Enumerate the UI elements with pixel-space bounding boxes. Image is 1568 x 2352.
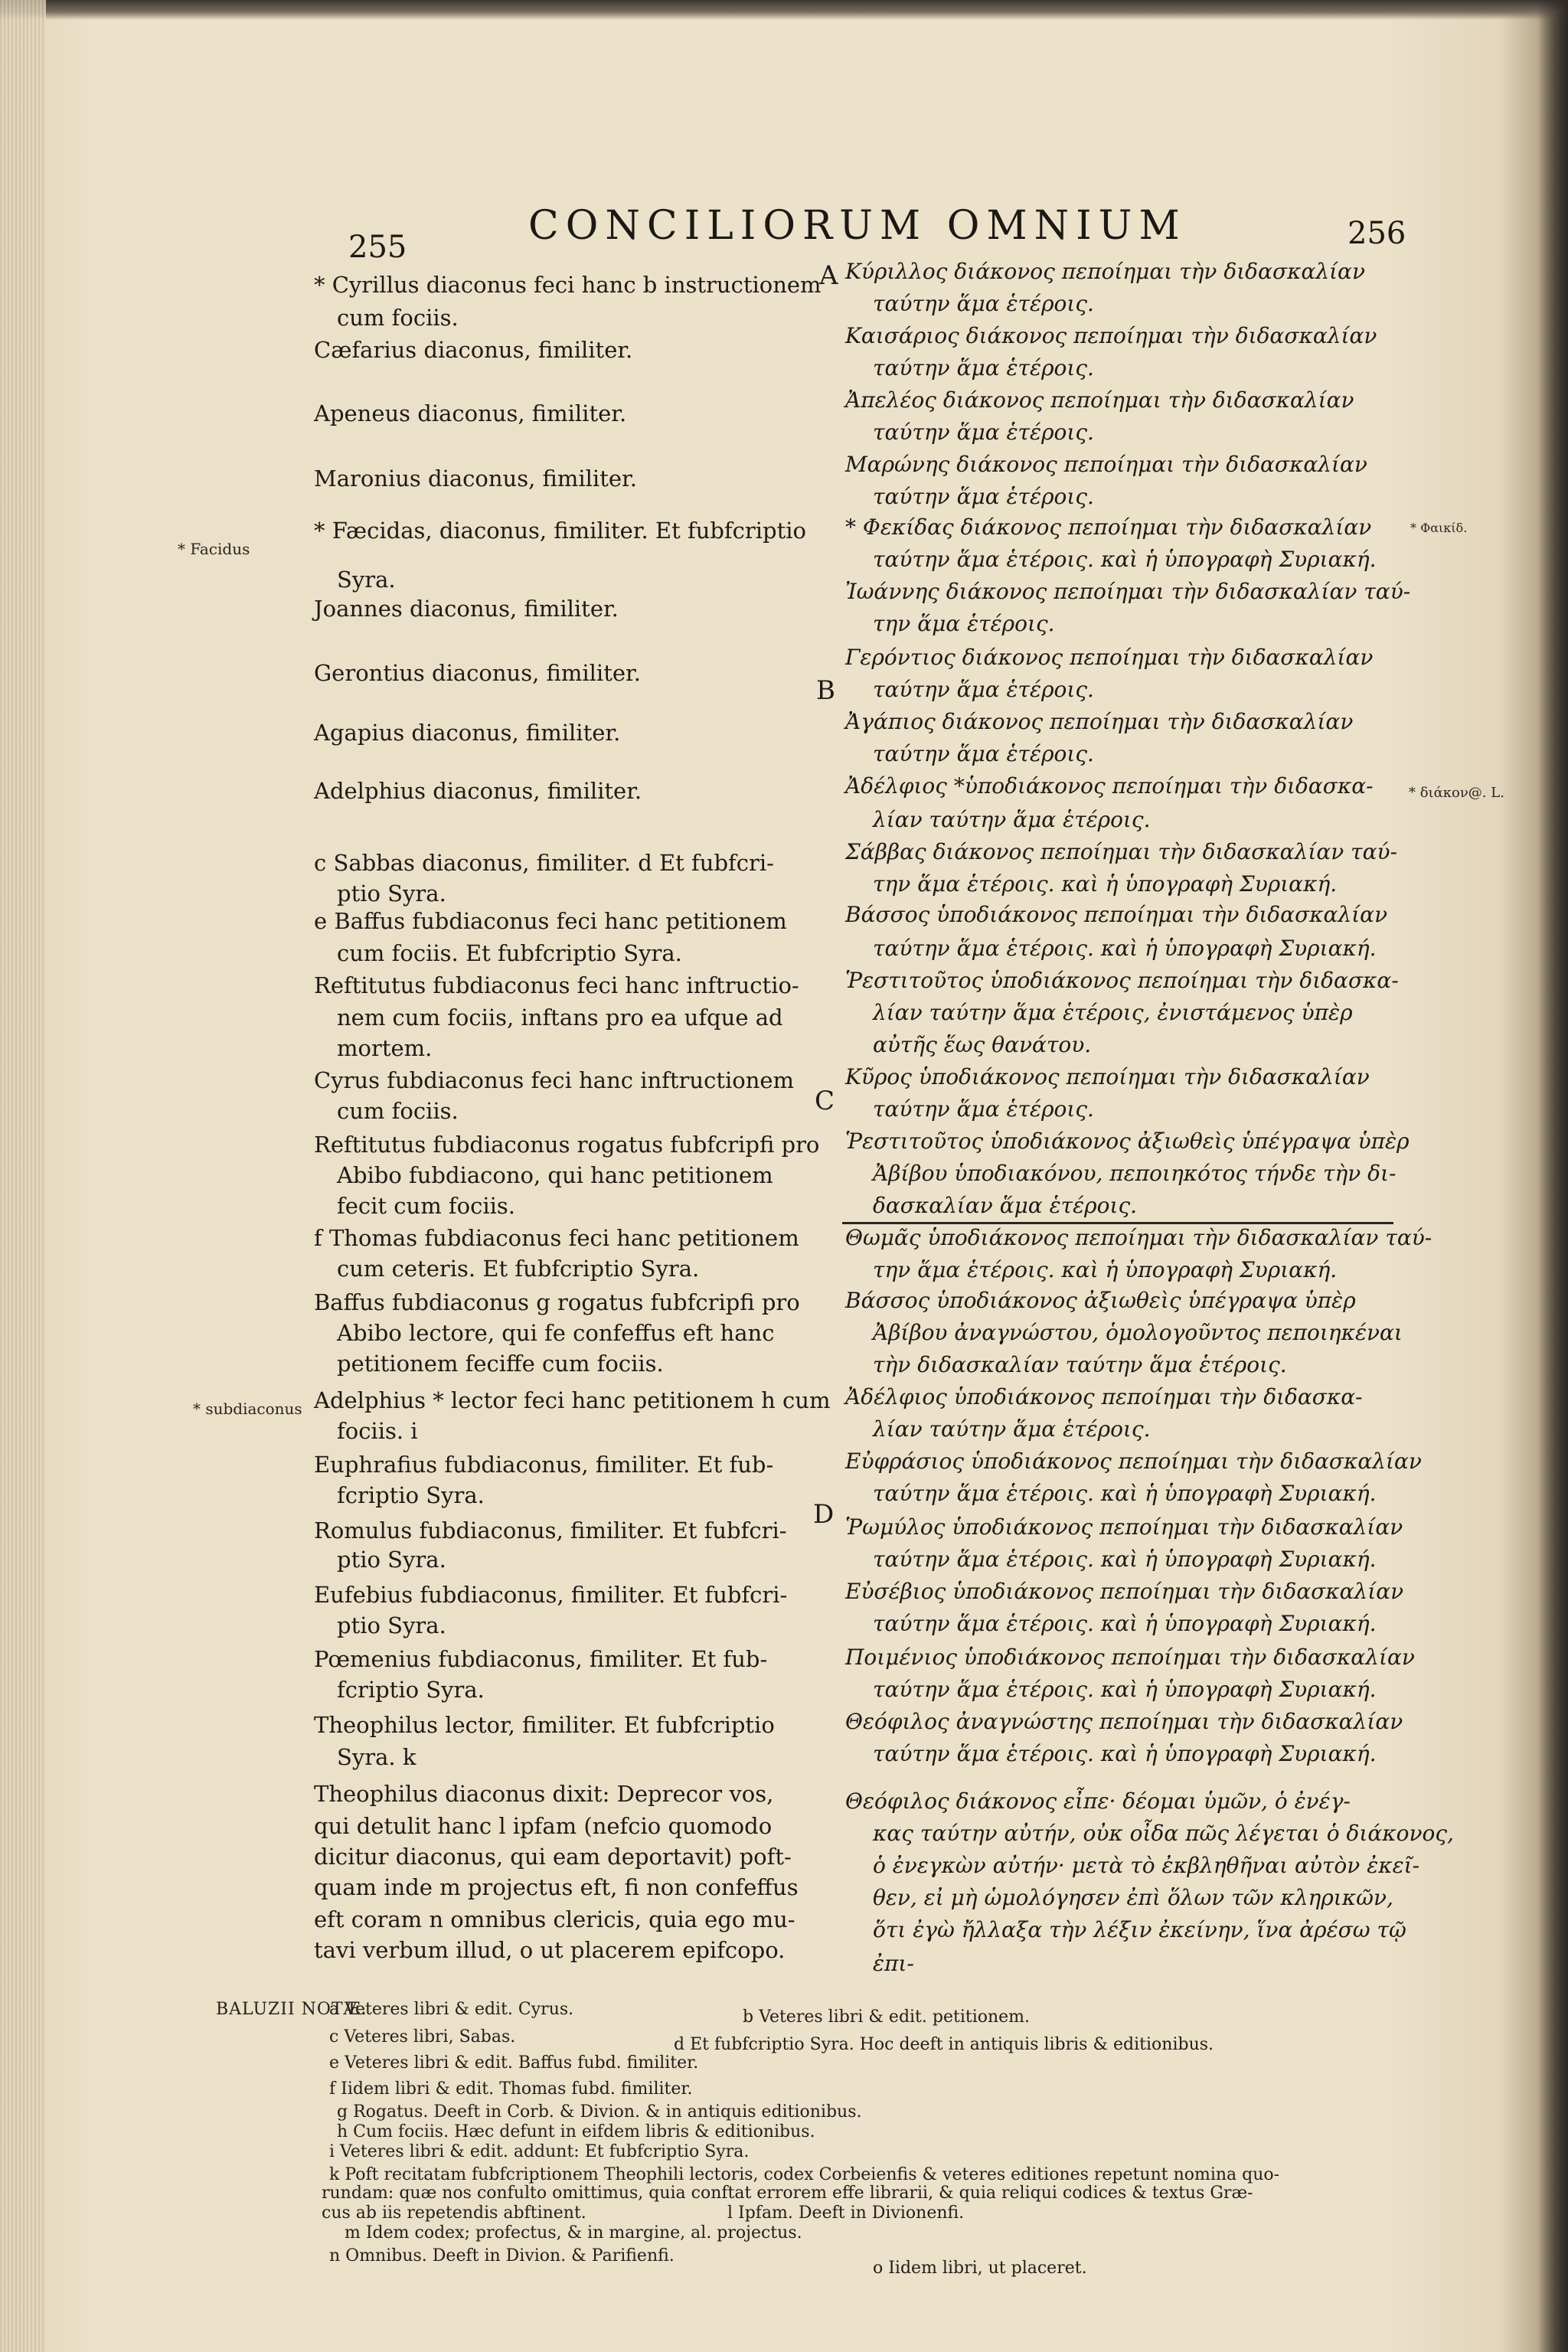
greek-line: ταύτην ἅμα ἑτέροις. καὶ ἡ ὑπογραφὴ Συριακή. bbox=[873, 1611, 1377, 1636]
latin-line: ptio Syra. bbox=[337, 880, 446, 906]
latin-line: Reftitutus fubdiaconus rogatus fubfcripfi pro bbox=[314, 1132, 820, 1158]
footnote-line: n Omnibus. Deeft in Divion. & Parifienfi. bbox=[329, 2246, 675, 2265]
greek-line: Ποιμένιος ὑποδιάκονος πεποίημαι τὴν διδασκαλίαν bbox=[845, 1645, 1415, 1670]
latin-line: cum fociis. bbox=[337, 1098, 459, 1124]
latin-line: Syra. k bbox=[337, 1744, 416, 1770]
greek-line: ταύτην ἅμα ἑτέροις. καὶ ἡ ὑπογραφὴ Συριακή. bbox=[873, 1481, 1377, 1506]
latin-line: tavi verbum illud, o ut placerem epifcopo. bbox=[314, 1937, 786, 1963]
greek-line: ταύτην ἅμα ἑτέροις. καὶ ἡ ὑπογραφὴ Συριακή. bbox=[873, 1677, 1377, 1702]
greek-line: λίαν ταύτην ἅμα ἑτέροις. bbox=[873, 807, 1151, 832]
footnote-line: o Iidem libri, ut placeret. bbox=[873, 2259, 1087, 2278]
page-edge-shadow bbox=[1537, 0, 1568, 2352]
latin-line: quam inde m projectus eft, fi non confeffus bbox=[314, 1874, 799, 1900]
greek-line: Ἀβίβου ὑποδιακόνου, πεποιηκότος τήνδε τὴν δι- bbox=[873, 1161, 1396, 1186]
latin-line: e Baffus fubdiaconus feci hanc petitionem bbox=[314, 908, 787, 934]
greek-line: ἐπι- bbox=[873, 1951, 914, 1976]
latin-line: Adelphius * lector feci hanc petitionem h cum bbox=[314, 1387, 831, 1413]
latin-line: Syra. bbox=[337, 567, 396, 593]
greek-line: * Φεκίδας διάκονος πεποίημαι τὴν διδασκαλίαν bbox=[845, 514, 1372, 540]
greek-line: Εὐσέβιος ὑποδιάκονος πεποίημαι τὴν διδασκαλίαν bbox=[845, 1579, 1404, 1604]
latin-line: Romulus fubdiaconus, fimiliter. Et fubfcri- bbox=[314, 1517, 787, 1544]
latin-line: Abibo fubdiacono, qui hanc petitionem bbox=[337, 1162, 773, 1188]
latin-line: fociis. i bbox=[337, 1418, 418, 1444]
notes-heading: BALUZII NOTÆ. bbox=[216, 2000, 368, 2019]
page-number-right: 256 bbox=[1348, 216, 1406, 251]
greek-line: θεν, εἰ μὴ ὡμολόγησεν ἐπὶ ὅλων τῶν κληρικῶν, bbox=[873, 1885, 1393, 1910]
latin-line: fcriptio Syra. bbox=[337, 1482, 485, 1508]
greek-line: Γερόντιος διάκονος πεποίημαι τὴν διδασκαλίαν bbox=[845, 645, 1374, 670]
greek-line: κας ταύτην αὐτήν, οὐκ οἶδα πῶς λέγεται ὁ διάκονος, bbox=[873, 1821, 1454, 1846]
latin-line: mortem. bbox=[337, 1035, 433, 1061]
latin-line: nem cum fociis, inftans pro ea ufque ad bbox=[337, 1004, 783, 1031]
footnote-line: g Rogatus. Deeft in Corb. & Divion. & in antiquis editionibus. bbox=[337, 2102, 862, 2122]
footnote-line: i Veteres libri & edit. addunt: Et fubfcriptio Syra. bbox=[329, 2142, 750, 2161]
greek-line: λίαν ταύτην ἅμα ἑτέροις, ἐνιστάμενος ὑπὲρ bbox=[873, 1000, 1353, 1025]
greek-line: Ῥεστιτοῦτος ὑποδιάκονος πεποίημαι τὴν διδασκα- bbox=[845, 968, 1399, 993]
margin-note-diakonos: * διάκον@. L. bbox=[1409, 785, 1504, 801]
greek-line: αὐτῆς ἕως θανάτου. bbox=[873, 1032, 1092, 1057]
latin-line: Reftitutus fubdiaconus feci hanc inftructio- bbox=[314, 972, 799, 998]
greek-line: ὁ ἐνεγκὼν αὐτήν· μετὰ τὸ ἐκβληθῆναι αὐτὸν ἐκεῖ- bbox=[873, 1853, 1420, 1878]
latin-line: ptio Syra. bbox=[337, 1547, 446, 1573]
greek-line: Ἀβίβου ἀναγνώστου, ὁμολογοῦντος πεποιηκέναι bbox=[873, 1320, 1403, 1345]
latin-line: fcriptio Syra. bbox=[337, 1677, 485, 1703]
latin-line: cum ceteris. Et fubfcriptio Syra. bbox=[337, 1256, 700, 1282]
running-title: CONCILIORUM OMNIUM bbox=[528, 203, 1187, 249]
greek-line: Κύριλλος διάκονος πεποίημαι τὴν διδασκαλίαν bbox=[845, 259, 1365, 284]
section-letter-a: A bbox=[819, 260, 838, 291]
latin-line: cum fociis. bbox=[337, 305, 459, 331]
footnote-line: cus ab iis repetendis abftinent. bbox=[322, 2203, 586, 2223]
section-letter-d: D bbox=[813, 1499, 835, 1530]
latin-line: Adelphius diaconus, fimiliter. bbox=[314, 778, 642, 804]
greek-line: ταύτην ἅμα ἑτέροις. bbox=[873, 1096, 1094, 1122]
greek-line: Σάββας διάκονος πεποίημαι τὴν διδασκαλίαν ταύ- bbox=[845, 839, 1398, 864]
greek-line: ταύτην ἅμα ἑτέροις. καὶ ἡ ὑπογραφὴ Συριακή. bbox=[873, 1547, 1377, 1572]
footnote-line: l Ipfam. Deeft in Divionenfi. bbox=[727, 2203, 965, 2223]
greek-line: Κῦρος ὑποδιάκονος πεποίημαι τὴν διδασκαλίαν bbox=[845, 1064, 1370, 1089]
latin-line: * Cyrillus diaconus feci hanc b instructionem bbox=[314, 272, 822, 298]
latin-line: Agapius diaconus, fimiliter. bbox=[314, 720, 621, 746]
greek-line: ταύτην ἅμα ἑτέροις. bbox=[873, 291, 1094, 316]
latin-line: Eufebius fubdiaconus, fimiliter. Et fubfcri- bbox=[314, 1582, 788, 1608]
greek-line: ταύτην ἅμα ἑτέροις. bbox=[873, 484, 1094, 509]
latin-line: Cyrus fubdiaconus feci hanc inftructionem bbox=[314, 1067, 795, 1093]
footnote-line: k Poft recitatam fubfcriptionem Theophili lectoris, codex Corbeienfis & veteres editiones repetunt nomina quo- bbox=[329, 2165, 1280, 2184]
greek-line: ταύτην ἅμα ἑτέροις. καὶ ἡ ὑπογραφὴ Συριακή. bbox=[873, 936, 1377, 961]
section-letter-b: B bbox=[816, 675, 835, 706]
greek-line: Βάσσος ὑποδιάκονος ἀξιωθεὶς ὑπέγραψα ὑπὲρ bbox=[845, 1288, 1356, 1313]
latin-line: Theophilus lector, fimiliter. Et fubfcriptio bbox=[314, 1712, 775, 1738]
greek-line: Ἰωάννης διάκονος πεποίημαι τὴν διδασκαλίαν ταύ- bbox=[845, 579, 1411, 604]
latin-line: qui detulit hanc l ipfam (nefcio quomodo bbox=[314, 1813, 773, 1839]
greek-line: Βάσσος ὑποδιάκονος πεποίημαι τὴν διδασκαλίαν bbox=[845, 902, 1388, 927]
latin-line: f Thomas fubdiaconus feci hanc petitionem bbox=[314, 1225, 799, 1251]
greek-line: Ἀπελέος διάκονος πεποίημαι τὴν διδασκαλίαν bbox=[845, 387, 1354, 413]
latin-line: Pœmenius fubdiaconus, fimiliter. Et fub- bbox=[314, 1646, 768, 1672]
greek-line: ταύτην ἅμα ἑτέροις. bbox=[873, 677, 1094, 702]
latin-line: Baffus fubdiaconus g rogatus fubfcripfi pro bbox=[314, 1289, 800, 1315]
footnote-line: b Veteres libri & edit. petitionem. bbox=[743, 2007, 1031, 2027]
greek-line: Ἀδέλφιος *ὑποδιάκονος πεποίημαι τὴν διδασκα- bbox=[845, 773, 1374, 799]
footnote-line: d Et fubfcriptio Syra. Hoc deeft in antiquis libris & editionibus. bbox=[674, 2035, 1214, 2054]
footnote-rule bbox=[842, 1222, 1393, 1224]
latin-line: Euphrafius fubdiaconus, fimiliter. Et fub- bbox=[314, 1452, 774, 1478]
greek-line: Εὐφράσιος ὑποδιάκονος πεποίημαι τὴν διδασκαλίαν bbox=[845, 1449, 1422, 1474]
footnote-line: h Cum fociis. Hæc defunt in eifdem libris & editionibus. bbox=[337, 2122, 815, 2141]
greek-line: Ἀδέλφιος ὑποδιάκονος πεποίημαι τὴν διδασκα- bbox=[845, 1384, 1363, 1410]
latin-line: Apeneus diaconus, fimiliter. bbox=[314, 400, 627, 426]
latin-line: fecit cum fociis. bbox=[337, 1193, 516, 1219]
greek-line: ταύτην ἅμα ἑτέροις. bbox=[873, 420, 1094, 445]
latin-line: dicitur diaconus, qui eam deportavit) poft- bbox=[314, 1844, 792, 1870]
greek-line: ὅτι ἐγὼ ἤλλαξα τὴν λέξιν ἐκείνην, ἵνα ἀρέσω τῷ bbox=[873, 1917, 1406, 1942]
greek-line: Θωμᾶς ὑποδιάκονος πεποίημαι τὴν διδασκαλίαν ταύ- bbox=[845, 1225, 1432, 1250]
greek-line: Ἀγάπιος διάκονος πεποίημαι τὴν διδασκαλίαν bbox=[845, 709, 1354, 734]
greek-line: τὴν διδασκαλίαν ταύτην ἅμα ἑτέροις. bbox=[873, 1352, 1287, 1377]
greek-line: Θεόφιλος ἀναγνώστης πεποίημαι τὴν διδασκαλίαν bbox=[845, 1709, 1403, 1734]
greek-line: την ἅμα ἑτέροις. καὶ ἡ ὑπογραφὴ Συριακή. bbox=[873, 1257, 1338, 1282]
latin-line: Maronius diaconus, fimiliter. bbox=[314, 466, 637, 492]
latin-line: Gerontius diaconus, fimiliter. bbox=[314, 660, 641, 686]
latin-line: eft coram n omnibus clericis, quia ego mu- bbox=[314, 1906, 795, 1932]
latin-line: ptio Syra. bbox=[337, 1612, 446, 1638]
greek-line: Καισάριος διάκονος πεποίημαι τὴν διδασκαλίαν bbox=[845, 323, 1377, 348]
greek-line: Ῥωμύλος ὑποδιάκονος πεποίημαι τὴν διδασκαλίαν bbox=[845, 1514, 1403, 1540]
latin-line: Cæfarius diaconus, fimiliter. bbox=[314, 337, 633, 363]
latin-line: petitionem feciffe cum fociis. bbox=[337, 1351, 664, 1377]
greek-line: λίαν ταύτην ἅμα ἑτέροις. bbox=[873, 1416, 1151, 1442]
footnote-line: m Idem codex; profectus, & in margine, al. projectus. bbox=[345, 2223, 802, 2243]
greek-line: Θεόφιλος διάκονος εἶπε· δέομαι ὑμῶν, ὁ ἐνέγ- bbox=[845, 1788, 1351, 1814]
footnote-line: rundam: quæ nos confulto omittimus, quia conftat errorem effe librarii, & quia reliqui codices & textus Græ- bbox=[322, 2184, 1253, 2203]
greek-line: την ἅμα ἑτέροις. καὶ ἡ ὑπογραφὴ Συριακή. bbox=[873, 871, 1338, 897]
footnote-line: a Veteres libri & edit. Cyrus. bbox=[329, 2000, 574, 2019]
book-binding bbox=[0, 0, 46, 2352]
greek-line: την ἅμα ἑτέροις. bbox=[873, 611, 1055, 636]
margin-note-subdiaconus: * subdiaconus bbox=[193, 1400, 302, 1418]
greek-line: ταύτην ἅμα ἑτέροις. bbox=[873, 355, 1094, 381]
footnote-line: c Veteres libri, Sabas. bbox=[329, 2027, 516, 2047]
greek-line: ταύτην ἅμα ἑτέροις. καὶ ἡ ὑπογραφὴ Συριακή. bbox=[873, 1741, 1377, 1766]
greek-line: δασκαλίαν ἅμα ἑτέροις. bbox=[873, 1193, 1138, 1218]
latin-line: Joannes diaconus, fimiliter. bbox=[314, 596, 619, 622]
footnote-line: e Veteres libri & edit. Baffus fubd. fimiliter. bbox=[329, 2053, 699, 2073]
latin-line: Abibo lectore, qui fe confeffus eft hanc bbox=[337, 1320, 775, 1346]
latin-line: * Fæcidas, diaconus, fimiliter. Et fubfcriptio bbox=[314, 518, 806, 544]
greek-line: ταύτην ἅμα ἑτέροις. bbox=[873, 741, 1094, 766]
section-letter-c: C bbox=[815, 1086, 835, 1116]
latin-line: cum fociis. Et fubfcriptio Syra. bbox=[337, 940, 682, 966]
footnote-line: f Iidem libri & edit. Thomas fubd. fimiliter. bbox=[329, 2079, 693, 2099]
greek-line: Μαρώνης διάκονος πεποίημαι τὴν διδασκαλίαν bbox=[845, 452, 1367, 477]
latin-line: c Sabbas diaconus, fimiliter. d Et fubfcri- bbox=[314, 850, 774, 876]
page-number-left: 255 bbox=[348, 230, 407, 265]
margin-note-phaecidas: * Φαικίδ. bbox=[1410, 521, 1468, 535]
greek-line: ταύτην ἅμα ἑτέροις. καὶ ἡ ὑπογραφὴ Συριακή. bbox=[873, 547, 1377, 572]
latin-line: Theophilus diaconus dixit: Deprecor vos, bbox=[314, 1781, 774, 1807]
greek-line: Ῥεστιτοῦτος ὑποδιάκονος ἀξιωθεὶς ὑπέγραψα ὑπὲρ bbox=[845, 1129, 1410, 1154]
margin-note-facidus: * Facidus bbox=[178, 540, 250, 558]
